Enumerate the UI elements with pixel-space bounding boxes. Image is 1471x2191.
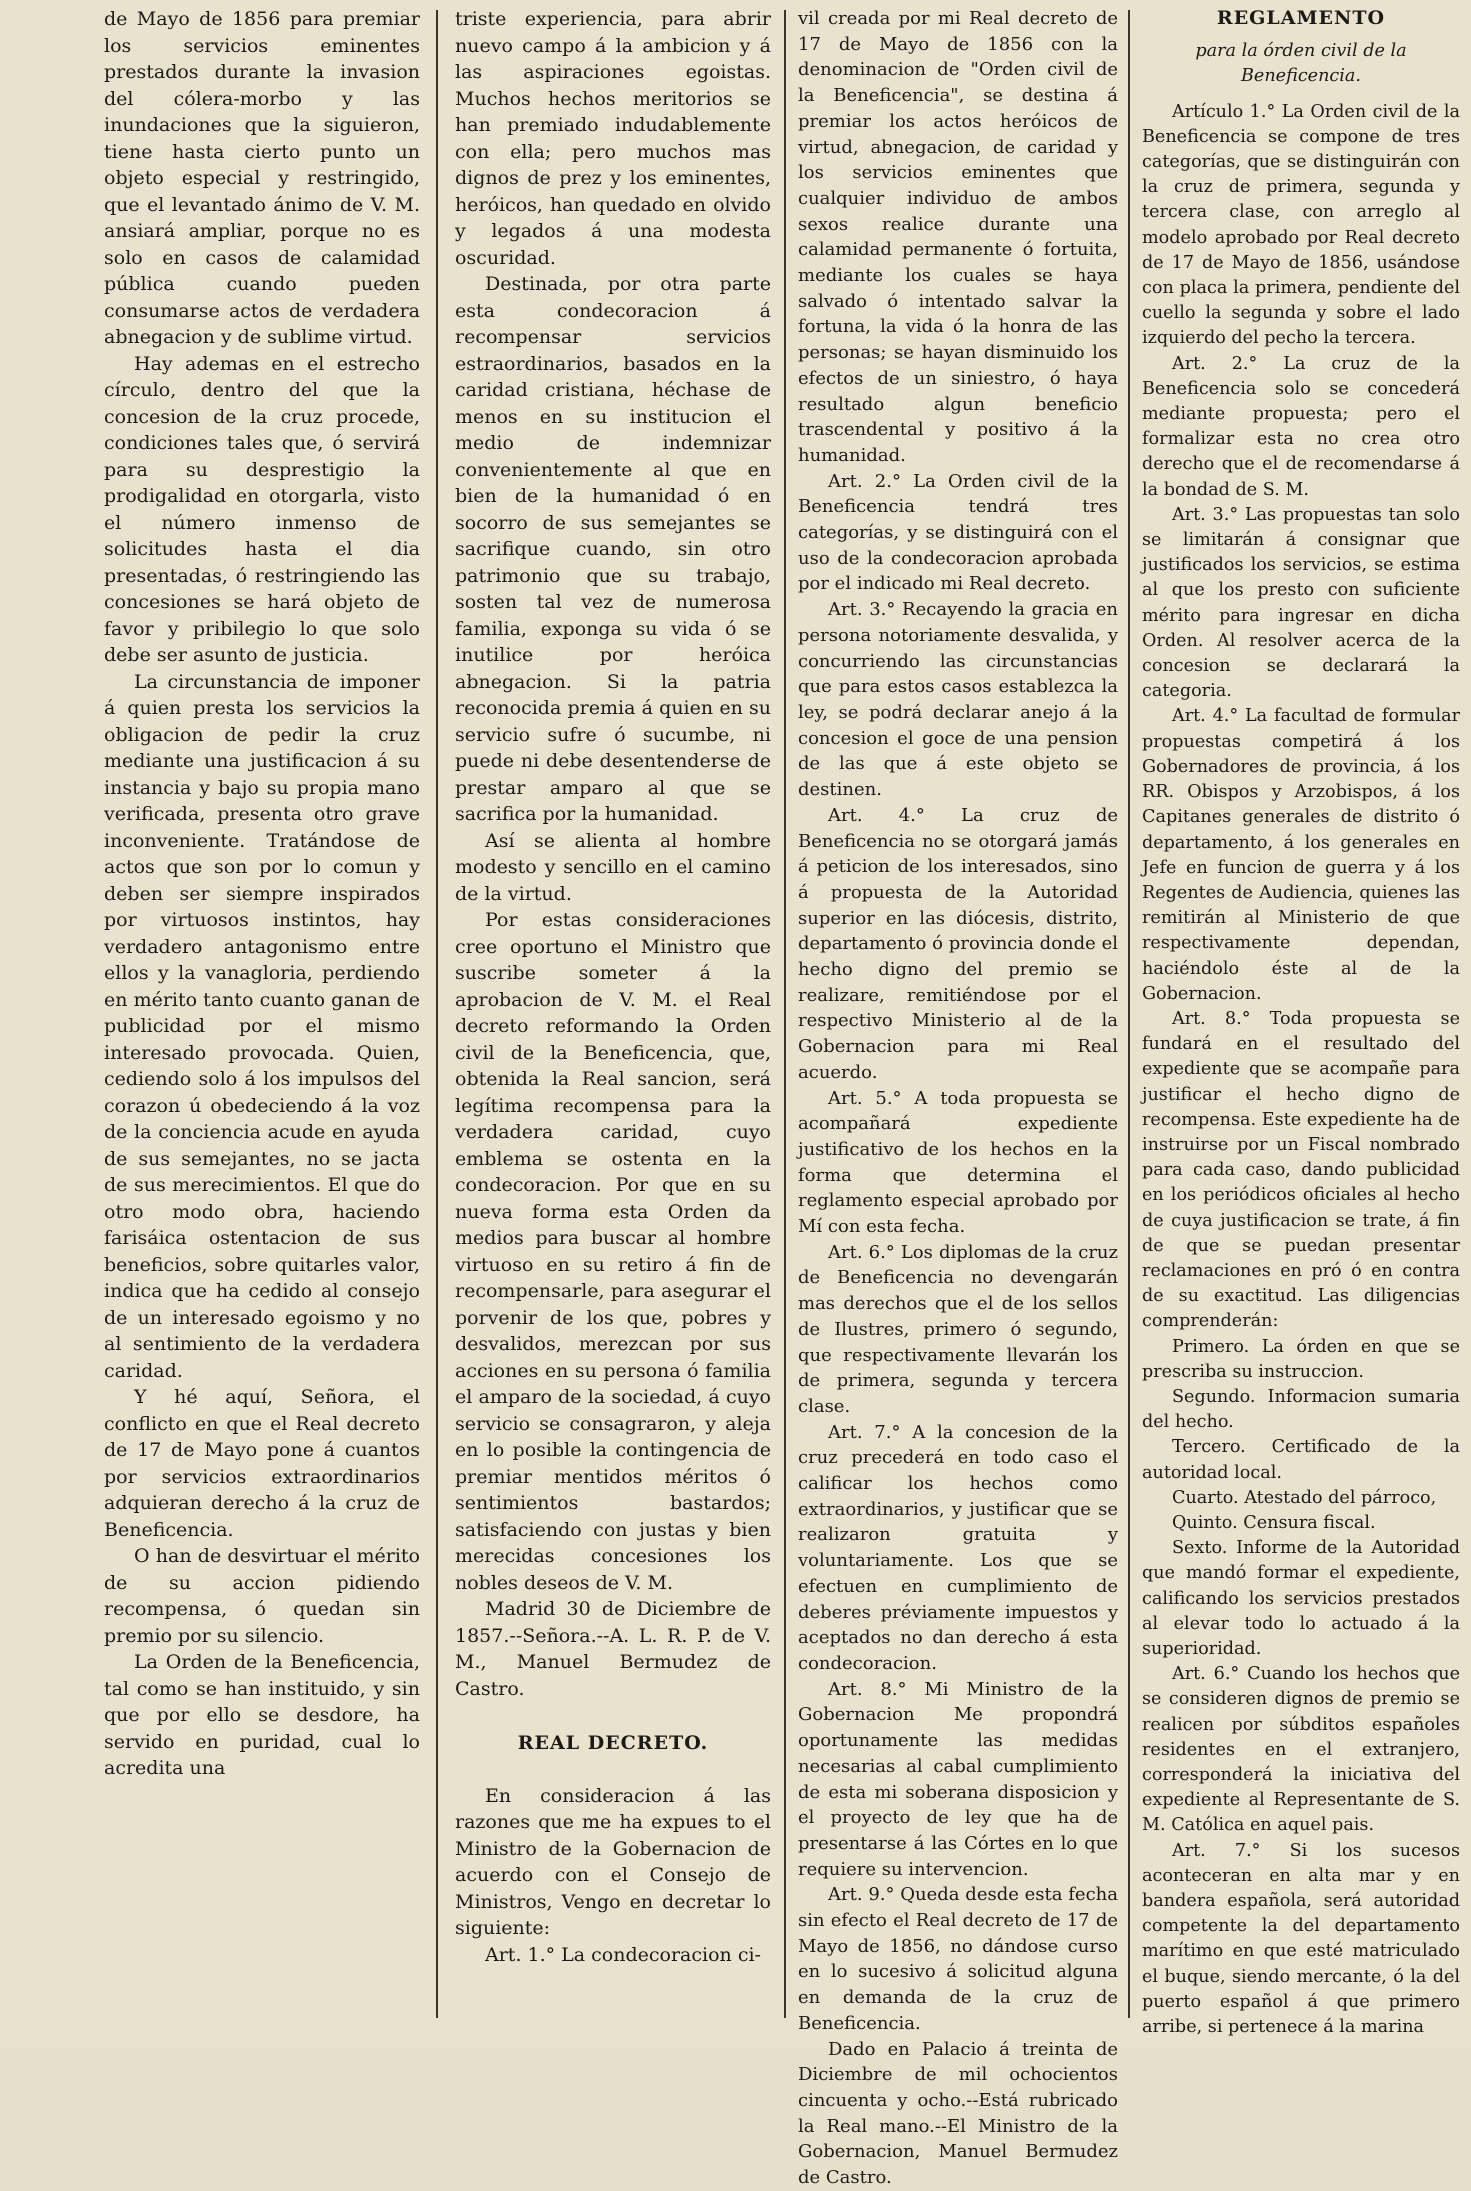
paragraph: triste experiencia, para abrir nuevo campo á la ambicion y á las aspiraciones egoistas. Muchos hechos meritorios se han premiado indudablemente con ella; pero muchos mas dignos de prez y los eminentes, heróicos, han quedado en olvido y legados á una modesta oscuridad. (455, 8, 771, 269)
column-divider (784, 10, 786, 2018)
paragraph: La Orden de la Beneficencia, tal como se han instituido, y sin que por ello se desdore, ha servido en puridad, cual lo acredita una (104, 1651, 420, 1779)
paragraph: Y hé aquí, Señora, el conflicto en que el Real decreto de 17 de Mayo pone á cuantos por servicios extraordinarios adquieran derecho á la cruz de Beneficencia. (104, 1386, 420, 1541)
list-item: Cuarto. Atestado del párroco, (1172, 1487, 1437, 1508)
list-item: Tercero. Certificado de la autoridad local. (1142, 1437, 1460, 1483)
article-paragraph: Art. 8.° Toda propuesta se fundará en el resultado del expediente que se acompañe para justificar el hecho digno de recompensa. Este expediente ha de instruirse por un Fiscal nombrado para cada caso, dando publicidad en los periódicos oficiales al hecho de cuya justificacion se trate, á fin de que se puedan presentar reclamaciones en pró ó en contra de su exactitud. Las diligencias comprenderán: (1142, 1008, 1460, 1332)
article-paragraph: Artículo 1.° La Orden civil de la Beneficencia se compone de tres categorías, que se distinguirán con la cruz de primera, segunda y tercera clase, con arreglo al modelo aprobado por Real decreto de 17 de Mayo de 1856, usándose con placa la primera, pendiente del cuello la segunda y sobre el lado izquierdo del pecho la tercera. (1142, 101, 1460, 349)
section-heading: REAL DECRETO. (517, 1732, 709, 1754)
article-paragraph: Art. 7.° Si los sucesos aconteceran en alta mar y en bandera española, será autoridad competente la del departamento marítimo en que esté matriculado el buque, siendo mercante, ó la del puerto español á que primero arribe, si pertenece á la marina (1142, 1840, 1460, 2038)
column-divider (1128, 10, 1130, 2018)
paragraph: Art. 1.° La condecoracion ci- (485, 1943, 761, 1966)
paragraph: Hay ademas en el estrecho círculo, dentro del que la concesion de la cruz procede, condiciones tales que, ó servirá para su desprestigio la prodigalidad en otorgarla, visto el número inmenso de solicitudes hasta el dia presentadas, ó restringiendo las concesiones se hará objeto de favor y pribilegio lo que solo debe ser asunto de justicia. (104, 352, 420, 666)
column-1 (104, 6, 420, 2030)
article-paragraph: Art. 6.° Cuando los hechos que se consideren dignos de premio se realicen por súbditos españoles residentes en el extranjero, corresponderá la iniciativa del expediente al Representante de S. M. Católica en aquel pais. (1142, 1664, 1460, 1836)
paragraph: Así se alienta al hombre modesto y sencillo en el camino de la virtud. (455, 829, 771, 905)
list-item: Segundo. Informacion sumaria del hecho. (1142, 1386, 1460, 1433)
column-4 (1142, 6, 1460, 2038)
article-paragraph: Art. 3.° Las propuestas tan solo se limitarán á consignar que justificados los servicios, se estima al que los presto con suficiente mérito para ingresar en dicha Orden. Al resolver acerca de la concesion se declarará la categoria. (1142, 504, 1460, 702)
paragraph: Por estas consideraciones cree oportuno el Ministro que suscribe someter á la aprobacion de V. M. el Real decreto reformando la Orden civil de la Beneficencia, que, obtenida la Real sancion, será legítima recompensa para la verdadera caridad, cuyo emblema se ostenta en la condecoracion. Por que en su nueva forma esta Orden da medios para buscar al hombre virtuoso en su retiro á fin de recompensarle, para asegurar el porvenir de los que, pobres y desvalidos, merezcan por sus acciones en su persona ó familia el amparo de la sociedad, á cuyo servicio se consagraron, y aleja en lo posible la contingencia de premiar mentidos méritos ó sentimientos bastardos; satisfaciendo con justas y bien merecidas concesiones los nobles deseos de V. M. (455, 909, 771, 1594)
list-item: Quinto. Censura fiscal. (1172, 1512, 1376, 1533)
article-paragraph: Art. 8.° Mi Ministro de la Gobernacion Me propondrá oportunamente las medidas necesarias al cabal cumplimiento de esta mi soberana disposicion y el proyecto de ley que ha de presentarse á las Córtes en lo que requiere su intervencion. (798, 1678, 1118, 1880)
article-paragraph: Art. 3.° Recayendo la gracia en persona notoriamente desvalida, y concurriendo las circunstancias que para estos casos establezca la ley, se podrá declarar anejo á la concesion el goce de una pension de las que á este objeto se destinen. (798, 599, 1118, 801)
paragraph: de Mayo de 1856 para premiar los servicios eminentes prestados durante la invasion del cólera-morbo y las inundaciones que la siguieron, tiene hasta cierto punto un objeto especial y restringido, que el levantado ánimo de V. M. ansiará ampliar, porque no es solo en casos de calamidad pública cuando pueden consumarse actos de verdadera abnegacion y de sublime virtud. (104, 8, 420, 348)
article-paragraph: Art. 2.° La cruz de la Beneficencia solo se concederá mediante propuesta; pero el formalizar esta no crea otro derecho que el de recomendarse á la bondad de S. M. (1142, 353, 1460, 500)
article-paragraph: Art. 4.° La cruz de Beneficencia no se otorgará jamás á peticion de los interesados, sino á propuesta de la Autoridad superior en las diócesis, distrito, departamento ó provincia donde el hecho digno del premio se realizare, remitiéndose por el respectivo Ministerio al de la Gobernacion para mi Real acuerdo. (798, 804, 1118, 1083)
column-divider (436, 10, 438, 2018)
closing-paragraph: Dado en Palacio á treinta de Diciembre de mil ochocientos cincuenta y ocho.--Está rubricado la Real mano.--El Ministro de la Gobernacion, Manuel Bermudez de Castro. (798, 2038, 1118, 2189)
signature-line: Madrid 30 de Diciembre de 1857.--Señora.--A. L. R. P. de V. M., Manuel Bermudez de Castro. (455, 1598, 771, 1700)
paragraph: Destinada, por otra parte esta condecoracion á recompensar servicios estraordinarios, basados en la caridad cristiana, héchase de menos en su institucion el medio de indemnizar convenientemente al que en bien de la humanidad ó en socorro de sus semejantes se sacrifique cuando, sin otro patrimonio que su trabajo, sosten tal vez de numerosa familia, exponga su vida ó se inutilice por heróica abnegacion. Si la patria reconocida premia á quien en su servicio sufre ó sucumbe, ni puede ni debe desentenderse de prestar amparo al que se sacrifica por la humanidad. (455, 273, 771, 825)
article-paragraph: Art. 2.° La Orden civil de la Beneficencia tendrá tres categorías, y se distinguirá con el uso de la condecoracion aprobada por el indicado mi Real decreto. (798, 470, 1118, 595)
article-paragraph: Art. 4.° La facultad de formular propuestas competirá á los Gobernadores de provincia, á los RR. Obispos y Arzobispos, á los Capitanes generales de distrito ó departamento, á los generales en Jefe en funcion de guerra y á los Regentes de Audiencia, quienes las remitirán al Ministerio de que respectivamente dependan, haciéndolo éste al de la Gobernacion. (1142, 706, 1460, 1004)
paragraph: La circunstancia de imponer á quien presta los servicios la obligacion de pedir la cruz mediante una justificacion á su instancia y bajo su propia mano verificada, presenta otro grave inconveniente. Tratándose de actos que son por lo comun y deben ser siempre inspirados por virtuosos instintos, hay verdadero antagonismo entre ellos y la vanagloria, perdiendo en mérito tanto cuanto ganan de publicidad por el mismo interesado provocada. Quien, cediendo solo á los impulsos del corazon ú obedeciendo á la voz de la conciencia acude en ayuda de sus semejantes, no se jacta de sus merecimientos. El que do otro modo obra, haciendo farisáica ostentacion de sus beneficios, sobre quitarles valor, indica que ha cedido al consejo de un interesado egoismo y no al sentimiento de la verdadera caridad. (104, 670, 420, 1382)
list-item: Primero. La órden en que se prescriba su instruccion. (1142, 1336, 1460, 1382)
list-item: Sexto. Informe de la Autoridad que mandó formar el expediente, calificando los servicios prestados al elevar todo lo actuado á la superioridad. (1142, 1538, 1460, 1659)
article-paragraph: Art. 5.° A toda propuesta se acompañará expediente justificativo de los hechos en la forma que determina el reglamento especial aprobado por Mí con esta fecha. (798, 1087, 1118, 1238)
section-subheading: para la órden civil de la Beneficencia. (1195, 41, 1407, 87)
column-3 (798, 6, 1118, 2189)
article-paragraph: Art. 9.° Queda desde esta fecha sin efecto el Real decreto de 17 de Mayo de 1856, no dándose curso en lo sucesivo á solicitud alguna en demanda de la cruz de Beneficencia. (798, 1884, 1118, 2034)
paragraph: vil creada por mi Real decreto de 17 de Mayo de 1856 con la denominacion de "Orden civil de la Beneficencia", se destina á premiar los actos heróicos de virtud, abnegacion, de caridad y los servicios eminentes que cualquier individuo de ambos sexos realice durante una calamidad permanente ó fortuita, mediante los cuales se haya salvado ó intentado salvar la fortuna, la vida ó la honra de las personas; se hayan disminuido los efectos de un siniestro, ó haya resultado algun beneficio trascendental y positivo á la humanidad. (798, 8, 1118, 466)
column-2 (455, 6, 771, 2030)
paragraph: En consideracion á las razones que me ha expues to el Ministro de la Gobernacion de acuerdo con el Consejo de Ministros, Vengo en decretar lo siguiente: (455, 1784, 771, 1939)
article-paragraph: Art. 7.° A la concesion de la cruz precederá en todo caso el calificar los hechos como extraordinarios, y justificar que se realizaron gratuita y voluntariamente. Los que se efectuen en cumplimiento de deberes préviamente impuestos y aceptados no dan derecho á esta condecoracion. (798, 1421, 1118, 1674)
article-paragraph: Art. 6.° Los diplomas de la cruz de Beneficencia no devengarán mas derechos que el de los sellos de Ilustres, primero ó segundo, que respectivamente llevarán los de primera, segunda y tercera clase. (798, 1241, 1118, 1417)
paragraph: O han de desvirtuar el mérito de su accion pidiendo recompensa, ó quedan sin premio por su silencio. (104, 1545, 420, 1647)
section-heading: REGLAMENTO (1216, 7, 1386, 29)
